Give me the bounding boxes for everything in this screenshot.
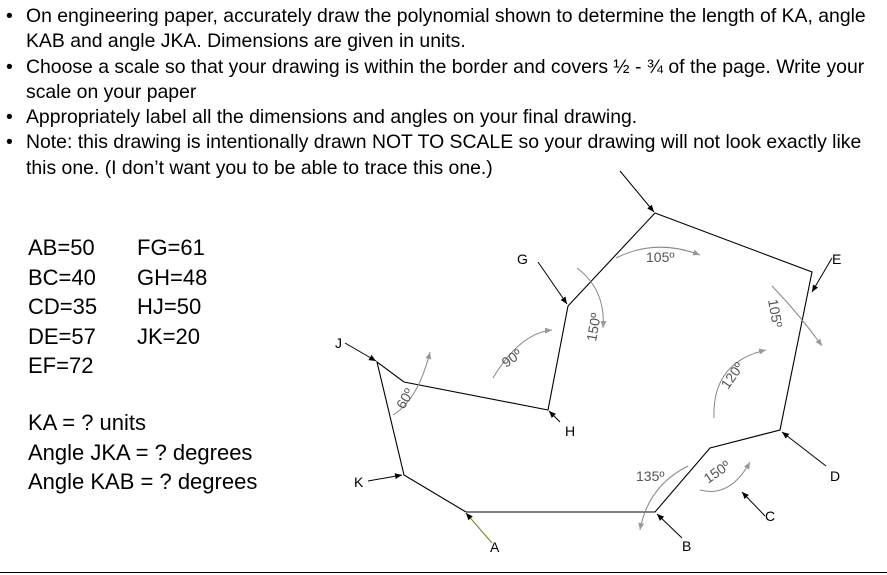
leader-h xyxy=(549,411,560,422)
leader-a xyxy=(466,513,492,543)
leader-d xyxy=(782,432,826,466)
instruction-item: • Choose a scale so that your drawing is within the border and covers ½ - ¾ of the page. Write your scale on your paper xyxy=(0,55,880,106)
dimension-ef: EF=72 xyxy=(28,353,94,378)
vertex-label-g: G xyxy=(517,251,528,267)
angle-label-c2: 150º xyxy=(700,457,734,487)
question-ka: KA = ? units xyxy=(28,410,147,435)
vertex-label-h: H xyxy=(565,423,576,439)
leader-c xyxy=(742,492,765,516)
dimension-hj: HJ=50 xyxy=(137,294,202,319)
dimension-bc: BC=40 xyxy=(28,264,96,290)
leader-e xyxy=(812,258,832,292)
vertex-label-e: E xyxy=(832,251,842,267)
dimension-ab: AB=50 xyxy=(28,235,95,260)
dimension-cd: CD=35 xyxy=(28,294,98,319)
vertex-label-a: A xyxy=(490,539,500,555)
question-angle-jka: Angle JKA = ? degrees xyxy=(28,439,253,465)
angle-label-g: 150º xyxy=(583,311,604,343)
angle-label-f: 105º xyxy=(646,249,675,265)
page-border-line xyxy=(0,572,887,573)
vertex-label-k: K xyxy=(354,474,364,490)
leader-k xyxy=(368,475,402,481)
vertex-label-b: B xyxy=(682,538,692,554)
angle-label-j: 60º xyxy=(392,385,417,412)
dimension-gh: GH=48 xyxy=(137,264,208,290)
leader-b xyxy=(657,514,682,538)
angle-label-b: 135º xyxy=(636,468,665,484)
instruction-item: • On engineering paper, accurately draw the polynomial shown to determine the length of KA, angle KAB and angle JKA. Dimensions are given in units. xyxy=(0,4,880,55)
question-angle-kab: Angle KAB = ? degrees xyxy=(28,469,258,494)
dimension-de: DE=57 xyxy=(28,323,96,349)
angle-label-c: 120º xyxy=(717,359,747,392)
instruction-item: • Note: this drawing is intentionally drawn NOT TO SCALE so your drawing will not look exactly like this one. (I don’t want you to be able to trace this one.) xyxy=(0,130,880,181)
leader-f xyxy=(620,171,654,212)
vertex-label-c: C xyxy=(765,508,776,524)
dimension-fg: FG=61 xyxy=(137,235,205,260)
leader-j xyxy=(345,343,376,361)
angle-label-h: 90º xyxy=(498,345,525,371)
instruction-item: • Appropriately label all the dimensions and angles on your final drawing. xyxy=(0,105,880,130)
vertex-label-d: D xyxy=(830,468,841,484)
dimension-jk: JK=20 xyxy=(137,323,200,349)
vertex-label-j: J xyxy=(335,335,342,351)
angle-label-e: 105º xyxy=(765,297,786,329)
leader-g xyxy=(538,262,567,304)
